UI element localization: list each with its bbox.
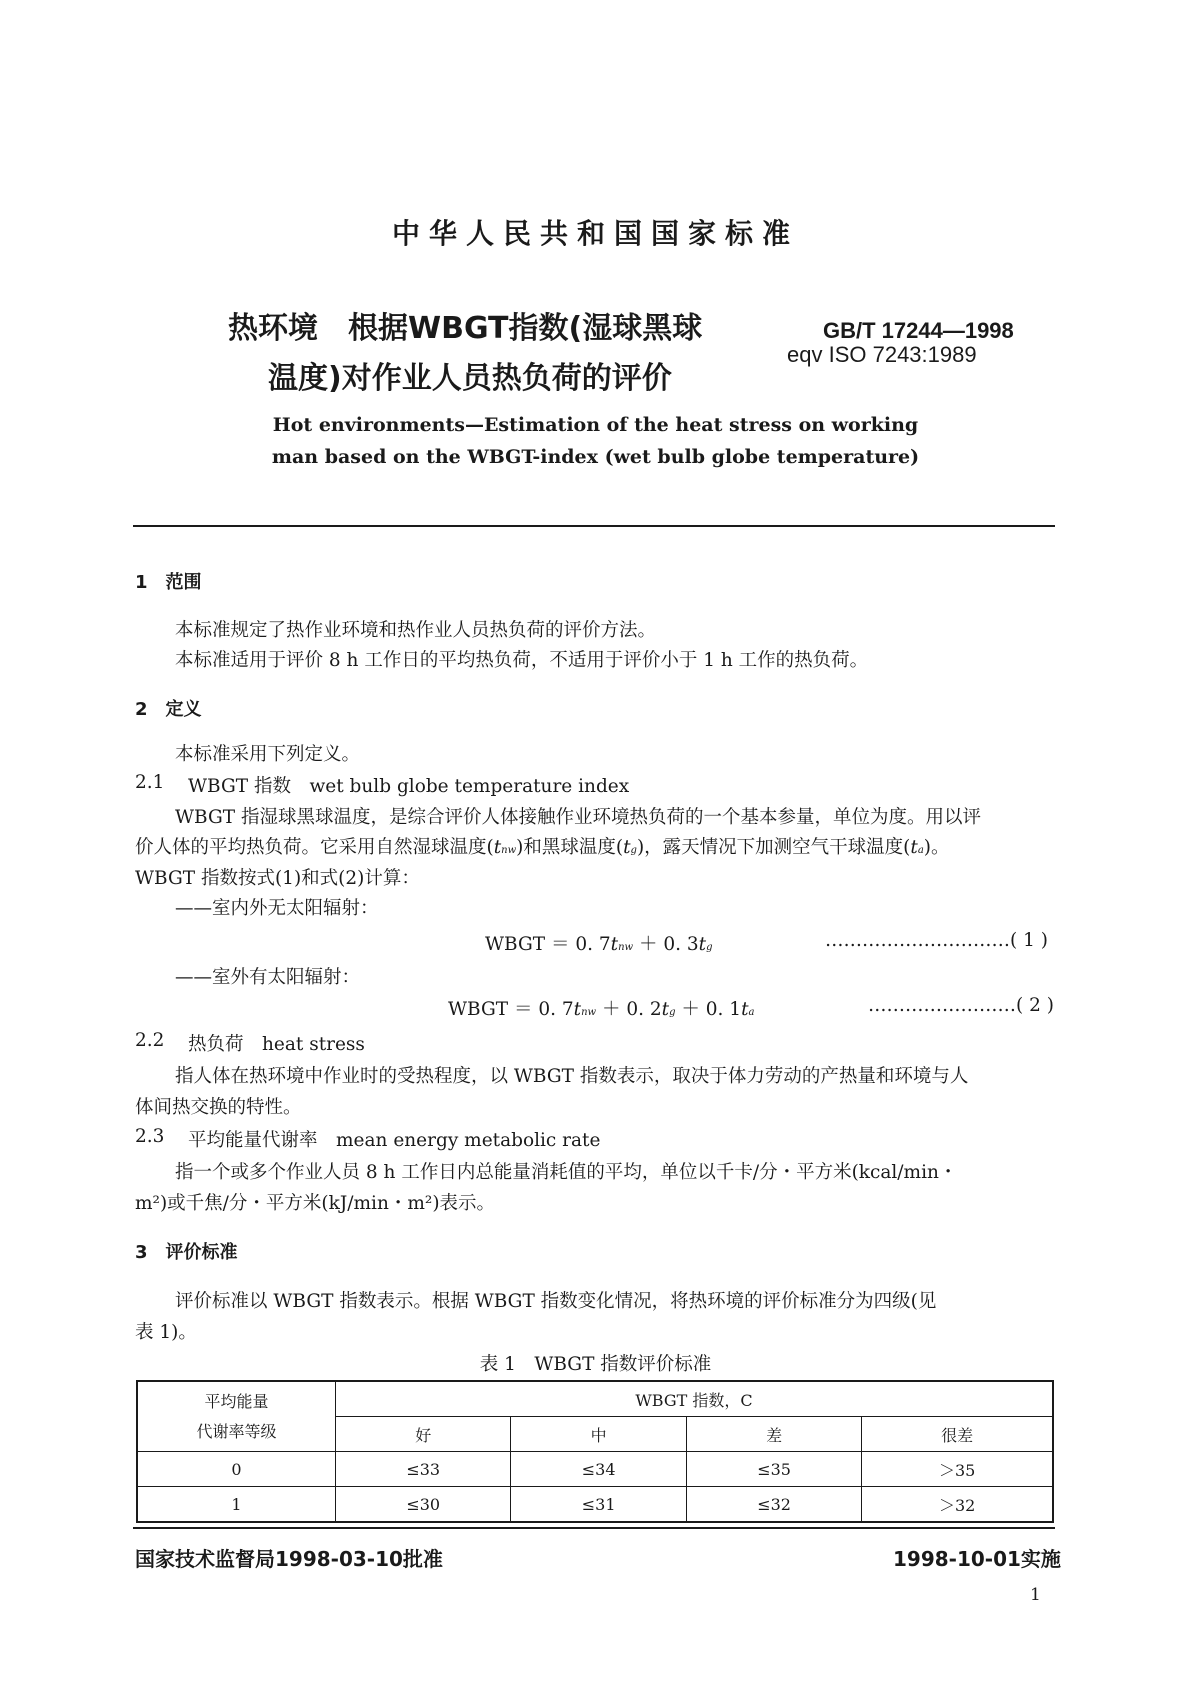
equivalent-standard: eqv ISO 7243:1989	[787, 342, 977, 367]
section-1-paragraph-2: 本标准适用于评价 8 h 工作日的平均热负荷，不适用于评价小于 1 h 工作的热负荷。	[175, 650, 869, 671]
table-cell: ＞32	[862, 1487, 1053, 1523]
clause-2-2-number: 2.2	[135, 1030, 165, 1051]
section-3-heading: 3 评价标准	[135, 1242, 238, 1263]
table-cell: ≤33	[336, 1452, 511, 1487]
footer-divider	[133, 1527, 1055, 1529]
equation-2-number: ……………………( 2 )	[868, 995, 1054, 1016]
table-cell: ≤34	[511, 1452, 686, 1487]
title-divider	[133, 525, 1055, 527]
section-1-heading: 1 范围	[135, 572, 202, 593]
metabolic-level-cell: 1	[137, 1487, 336, 1523]
clause-2-1-term: WBGT 指数 wet bulb globe temperature index	[188, 776, 630, 797]
section-1-paragraph-1: 本标准规定了热作业环境和热作业人员热负荷的评价方法。	[175, 620, 657, 641]
page-number: 1	[1030, 1585, 1041, 1605]
standard-header: 中华人民共和国国家标准	[391, 217, 799, 250]
table-cell: ≤30	[336, 1487, 511, 1523]
clause-2-1-number: 2.1	[135, 772, 165, 793]
case-no-solar-radiation: ——室内外无太阳辐射：	[175, 898, 379, 919]
section-3-line-1: 评价标准以 WBGT 指数表示。根据 WBGT 指数变化情况，将热环境的评价标准分为四级(见	[175, 1291, 937, 1312]
clause-2-3-term: 平均能量代谢率 mean energy metabolic rate	[188, 1130, 601, 1151]
standard-code: GB/T 17244—1998	[823, 318, 1014, 343]
clause-2-1-line-3: WBGT 指数按式(1)和式(2)计算：	[135, 868, 420, 889]
equation-2: WBGT ＝ 0. 7tnw ＋ 0. 2tg ＋ 0. 1ta	[448, 999, 755, 1020]
title-line-2: 温度)对作业人员热负荷的评价	[268, 361, 672, 396]
title-line-1: 热环境 根据WBGT指数(湿球黑球	[228, 311, 703, 346]
english-title-line-1: Hot environments—Estimation of the heat stress on working	[272, 414, 919, 436]
implementation-date: 1998-10-01实施	[893, 1547, 1061, 1571]
row-header-line-2: 代谢率等级	[196, 1421, 277, 1441]
group-header-cell: WBGT 指数，C	[336, 1381, 1054, 1417]
clause-2-3-number: 2.3	[135, 1126, 165, 1147]
english-title-line-2: man based on the WBGT-index (wet bulb globe temperature)	[271, 446, 920, 468]
clause-2-2-term: 热负荷 heat stress	[188, 1034, 365, 1055]
clause-2-3-line-2: m²)或千焦/分・平方米(kJ/min・m²)表示。	[135, 1193, 496, 1214]
table-cell: ≤31	[511, 1487, 686, 1523]
section-2-heading: 2 定义	[135, 699, 202, 720]
equation-1-number: …………………………( 1 )	[825, 930, 1048, 951]
row-header-cell	[137, 1381, 336, 1452]
column-header-very-poor: 很差	[862, 1417, 1053, 1452]
table-row	[137, 1487, 1053, 1523]
clause-2-1-line-1: WBGT 指湿球黑球温度，是综合评价人体接触作业环境热负荷的一个基本参量，单位为度。用以评	[175, 807, 981, 828]
case-with-solar-radiation: ——室外有太阳辐射：	[175, 967, 361, 988]
equation-1: WBGT ＝ 0. 7tnw ＋ 0. 3tg	[485, 934, 713, 955]
column-header-poor: 差	[686, 1417, 861, 1452]
column-header-good: 好	[336, 1417, 511, 1452]
metabolic-level-cell: 0	[137, 1452, 336, 1487]
section-2-intro: 本标准采用下列定义。	[175, 744, 361, 765]
clause-2-2-line-2: 体间热交换的特性。	[135, 1097, 302, 1118]
table-cell: ≤32	[686, 1487, 861, 1523]
clause-2-3-line-1: 指一个或多个作业人员 8 h 工作日内总能量消耗值的平均，单位以千卡/分・平方米(kcal/min・	[175, 1162, 958, 1183]
wbgt-evaluation-table	[136, 1380, 1054, 1523]
column-header-medium: 中	[511, 1417, 686, 1452]
row-header-line-1: 平均能量	[204, 1391, 269, 1411]
table-row	[137, 1452, 1053, 1487]
clause-2-2-line-1: 指人体在热环境中作业时的受热程度，以 WBGT 指数表示，取决于体力劳动的产热量和环境与人	[175, 1066, 969, 1087]
clause-2-1-line-2: 价人体的平均热负荷。它采用自然湿球温度(tnw)和黑球温度(tg)，露天情况下加测空气干球温度(ta)。	[135, 837, 950, 858]
table-cell: ≤35	[686, 1452, 861, 1487]
table-1-caption: 表 1 WBGT 指数评价标准	[479, 1354, 712, 1375]
table-cell: ＞35	[862, 1452, 1053, 1487]
approval-statement: 国家技术监督局1998-03-10批准	[135, 1547, 443, 1571]
section-3-line-2: 表 1)。	[135, 1322, 197, 1343]
